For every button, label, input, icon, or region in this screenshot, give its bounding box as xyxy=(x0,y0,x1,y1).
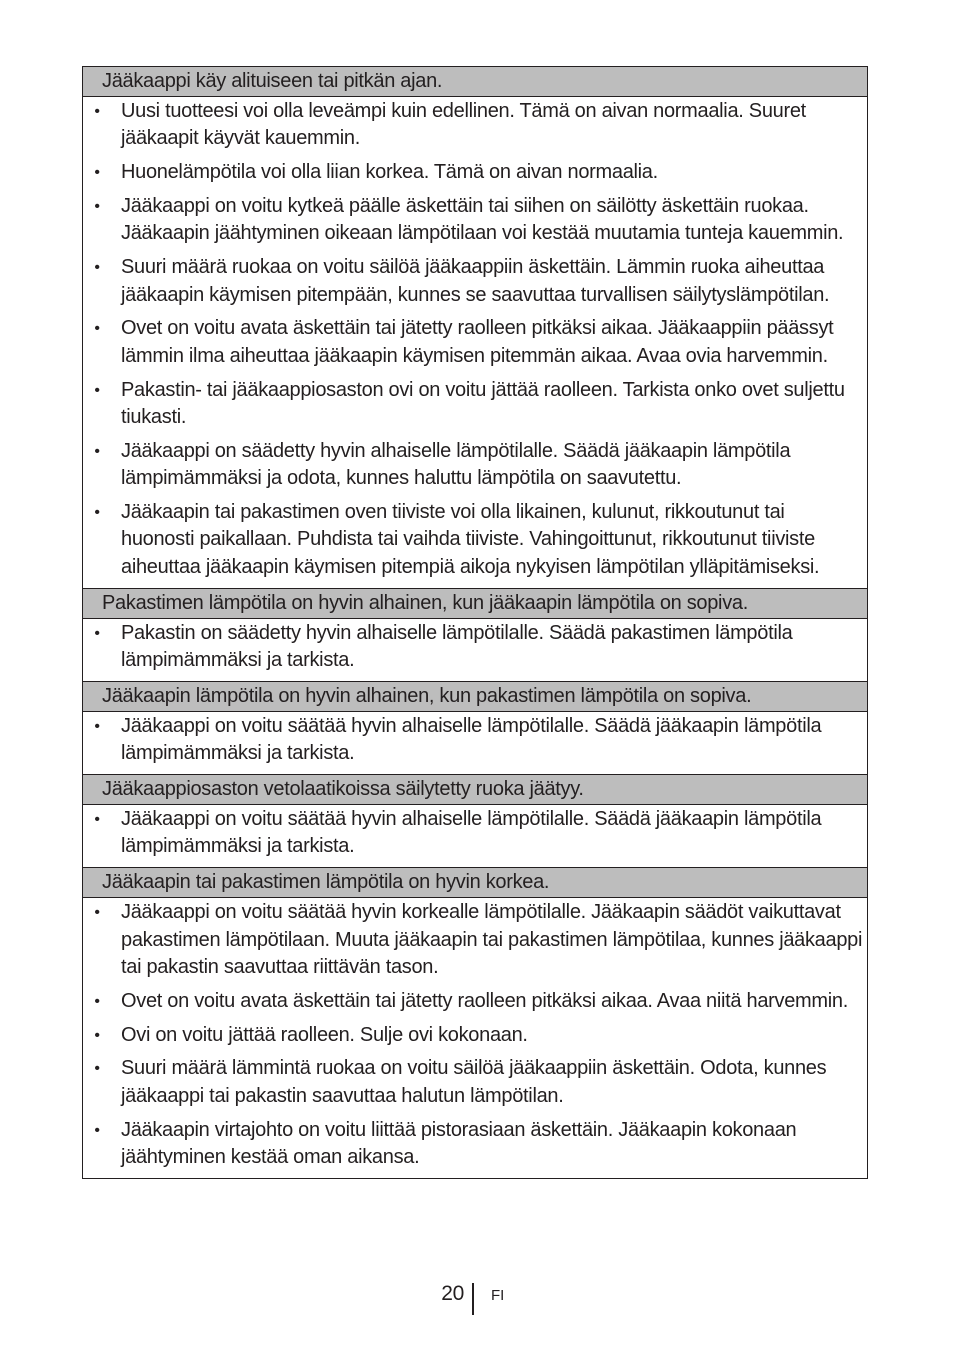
troubleshooting-table xyxy=(82,66,868,1179)
list-item-text: Ovet on voitu avata äskettäin tai jätetty raolleen pitkäksi aikaa. Avaa niitä harvemmin. xyxy=(121,989,848,1012)
bullet-icon: • xyxy=(94,320,100,338)
list-item-text: Jääkaappi on voitu säätää hyvin alhaiselle lämpötilalle. Säädä jääkaapin lämpötila lämpimämmäksi ja tarkista. xyxy=(121,808,822,858)
list-item xyxy=(83,193,867,248)
list-item xyxy=(83,713,867,768)
section-body xyxy=(83,712,867,775)
bullet-icon: • xyxy=(94,442,100,460)
bullet-icon: • xyxy=(94,904,100,922)
list-item xyxy=(83,377,867,432)
section-body xyxy=(83,619,867,682)
section-header: Jääkaappiosaston vetolaatikoissa säilytetty ruoka jäätyy. xyxy=(83,775,867,805)
bullet-list xyxy=(83,98,867,581)
list-item xyxy=(83,899,867,981)
list-item xyxy=(83,98,867,153)
bullet-icon: • xyxy=(94,103,100,120)
list-item-text: Jääkaapin tai pakastimen oven tiiviste voi olla likainen, kulunut, rikkoutunut tai huonosti paikallaan. Puhdista tai vaihda tiiviste. Vahingoittunut, rikkoutunut tiiviste aiheuttaa jääkaapin käymisen pitempiä aikoja nykyisen lämpötilan ylläpitämiseksi. xyxy=(121,501,820,578)
list-item-text: Huonelämpötila voi olla liian korkea. Tämä on aivan normaalia. xyxy=(121,161,658,184)
bullet-icon: • xyxy=(94,811,100,829)
list-item xyxy=(83,1055,867,1110)
list-item xyxy=(83,620,867,675)
footer-divider xyxy=(472,1283,474,1315)
bullet-icon: • xyxy=(94,624,100,642)
section-body xyxy=(83,97,867,589)
bullet-list xyxy=(83,806,867,861)
list-item xyxy=(83,499,867,581)
list-item-text: Suuri määrä lämmintä ruokaa on voitu säilöä jääkaappiin äskettäin. Odota, kunnes jääkaappi tai pakastin saavuttaa halutun lämpötilan. xyxy=(121,1057,827,1107)
section-body xyxy=(83,898,867,1171)
list-item-text: Suuri määrä ruokaa on voitu säilöä jääkaappiin äskettäin. Lämmin ruoka aiheuttaa jääkaapin käymisen pitempään, kunnes se saavuttaa turvallisen säilytyslämpötilan. xyxy=(121,256,830,306)
bullet-icon: • xyxy=(94,198,100,215)
list-item xyxy=(83,159,867,186)
list-item xyxy=(83,806,867,861)
section-header: Jääkaapin tai pakastimen lämpötila on hyvin korkea. xyxy=(83,868,867,898)
section-header: Jääkaapin lämpötila on hyvin alhainen, kun pakastimen lämpötila on sopiva. xyxy=(83,682,867,712)
section-header: Jääkaappi käy alituiseen tai pitkän ajan. xyxy=(83,67,867,97)
bullet-icon: • xyxy=(94,504,100,522)
bullet-icon: • xyxy=(94,1060,100,1078)
list-item xyxy=(83,254,867,309)
list-item-text: Pakastin- tai jääkaappiosaston ovi on voitu jättää raolleen. Tarkista onko ovet suljettu tiukasti. xyxy=(121,378,845,429)
language-code: FI xyxy=(491,1287,505,1304)
list-item-text: Jääkaappi on voitu säätää hyvin korkealle lämpötilalle. Jääkaapin säädöt vaikuttavat pakastimen lämpötilaan. Muuta jääkaapin tai pakastimen lämpötilaa, kunnes jääkaappi tai pakastin saavuttaa riittävän tason. xyxy=(121,901,863,979)
bullet-list xyxy=(83,713,867,768)
list-item xyxy=(83,315,867,370)
list-item-text: Jääkaappi on voitu kytkeä päälle äskettäin tai siihen on säilötty äskettäin ruokaa. Jääkaapin jäähtyminen oikeaan lämpötilaan voi kestää muutamia tunteja kauemmin. xyxy=(121,195,844,245)
list-item-text: Pakastin on säädetty hyvin alhaiselle lämpötilalle. Säädä pakastimen lämpötila lämpimämmäksi ja tarkista. xyxy=(121,621,793,672)
section-header: Pakastimen lämpötila on hyvin alhainen, kun jääkaapin lämpötila on sopiva. xyxy=(83,589,867,619)
bullet-list xyxy=(83,899,867,1171)
bullet-icon: • xyxy=(94,1121,100,1139)
bullet-icon: • xyxy=(94,992,100,1010)
bullet-icon: • xyxy=(94,259,100,277)
list-item xyxy=(83,988,867,1015)
bullet-icon: • xyxy=(94,1026,100,1044)
bullet-icon: • xyxy=(94,381,100,399)
list-item-text: Jääkaapin virtajohto on voitu liittää pistorasiaan äskettäin. Jääkaapin kokonaan jäähtyminen kestää oman aikansa. xyxy=(121,1118,797,1169)
list-item xyxy=(83,1022,867,1049)
list-item-text: Jääkaappi on säädetty hyvin alhaiselle lämpötilalle. Säädä jääkaapin lämpötila lämpimämmäksi ja odota, kunnes haluttu lämpötila on saavutettu. xyxy=(121,439,791,490)
bullet-icon: • xyxy=(94,717,100,735)
list-item-text: Uusi tuotteesi voi olla leveämpi kuin edellinen. Tämä on aivan normaalia. Suuret jääkaapit käyvät kauemmin. xyxy=(121,100,806,150)
list-item-text: Jääkaappi on voitu säätää hyvin alhaiselle lämpötilalle. Säädä jääkaapin lämpötila lämpimämmäksi ja tarkista. xyxy=(121,714,822,765)
page-number: 20 xyxy=(441,1282,464,1305)
section-body xyxy=(83,805,867,868)
list-item-text: Ovi on voitu jättää raolleen. Sulje ovi kokonaan. xyxy=(121,1023,528,1046)
list-item xyxy=(83,1117,867,1172)
list-item xyxy=(83,438,867,493)
bullet-list xyxy=(83,620,867,675)
bullet-icon: • xyxy=(94,164,100,182)
page-footer xyxy=(0,1280,954,1320)
list-item-text: Ovet on voitu avata äskettäin tai jätetty raolleen pitkäksi aikaa. Jääkaappiin päässyt lämmin ilma aiheuttaa jääkaapin käymisen pitemmän aikaa. Avaa ovia harvemmin. xyxy=(121,317,834,367)
